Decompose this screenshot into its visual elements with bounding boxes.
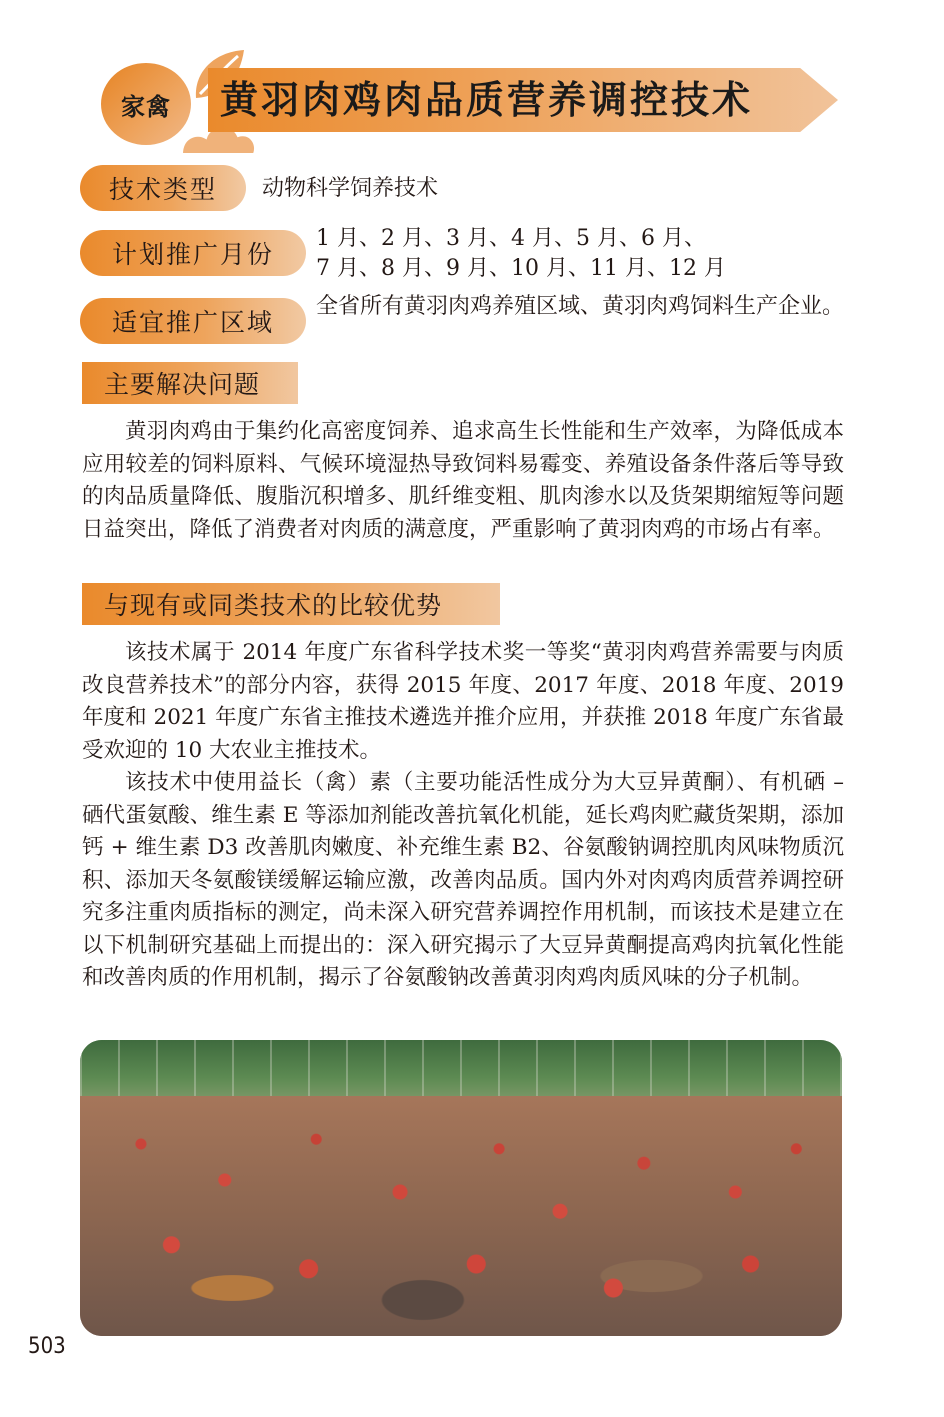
section-heading-advantages: 与现有或同类技术的比较优势 bbox=[82, 583, 500, 625]
promo-months-value-line1: 1 月、2 月、3 月、4 月、5 月、6 月、 bbox=[316, 226, 706, 251]
section-heading-problems: 主要解决问题 bbox=[82, 362, 298, 404]
advantages-paragraph-2: 该技术中使用益长（禽）素（主要功能活性成分为大豆异黄酮）、有机硒 – 硒代蛋氨酸、维生素 E 等添加剂能改善抗氧化机能，延长鸡肉贮藏货架期，添加钙 + 维生素 D3 改善肌肉嫩度、补充维生素 B2、谷氨酸钠调控肌肉风味物质沉积、添加天冬氨酸镁缓解运输应激，改善肉品质。国内外对肉鸡肉质营养调控研究多注重肉质指标的测定，尚未深入研究营养调控作用机制，而该技术是建立在以下机制研究基础上而提出的：深入研究揭示了大豆异黄酮提高鸡肉抗氧化性能和改善肉质的作用机制，揭示了谷氨酸钠改善黄羽肉鸡肉质风味的分子机制。 bbox=[82, 770, 844, 990]
page-number: 503 bbox=[28, 1334, 66, 1359]
category-label: 家禽 bbox=[121, 92, 171, 121]
promo-months-label: 计划推广月份 bbox=[80, 230, 306, 276]
photo-trees-background bbox=[80, 1040, 842, 1102]
chicken-flock-photo bbox=[80, 1040, 842, 1336]
promo-months-value-line2: 7 月、8 月、9 月、10 月、11 月、12 月 bbox=[316, 256, 726, 281]
photo-chickens bbox=[80, 1096, 842, 1336]
problems-paragraph: 黄羽肉鸡由于集约化高密度饲养、追求高生长性能和生产效率，为降低成本应用较差的饲料原料、气候环境湿热导致饲料易霉变、养殖设备条件落后等导致的肉品质量降低、腹脂沉积增多、肌纤维变粗、肌肉渗水以及货架期缩短等问题日益突出，降低了消费者对肉质的满意度，严重影响了黄羽肉鸡的市场占有率。 bbox=[82, 419, 844, 542]
page-title: 黄羽肉鸡肉品质营养调控技术 bbox=[220, 78, 754, 122]
promo-region-value: 全省所有黄羽肉鸡养殖区域、黄羽肉鸡饲料生产企业。 bbox=[316, 294, 845, 319]
promo-region-label: 适宜推广区域 bbox=[80, 298, 306, 344]
advantages-paragraph-1: 该技术属于 2014 年度广东省科学技术奖一等奖“黄羽肉鸡营养需要与肉质改良营养技术”的部分内容，获得 2015 年度、2017 年度、2018 年度、2019 年度和 2021 年度广东省主推技术遴选并推介应用，并获推 2018 年度广东省最受欢迎的 10 大农业主推技术。 bbox=[82, 640, 844, 763]
tech-type-value: 动物科学饲养技术 bbox=[262, 176, 439, 201]
tech-type-label: 技术类型 bbox=[80, 165, 246, 211]
category-badge bbox=[98, 60, 194, 148]
title-banner bbox=[90, 48, 850, 152]
